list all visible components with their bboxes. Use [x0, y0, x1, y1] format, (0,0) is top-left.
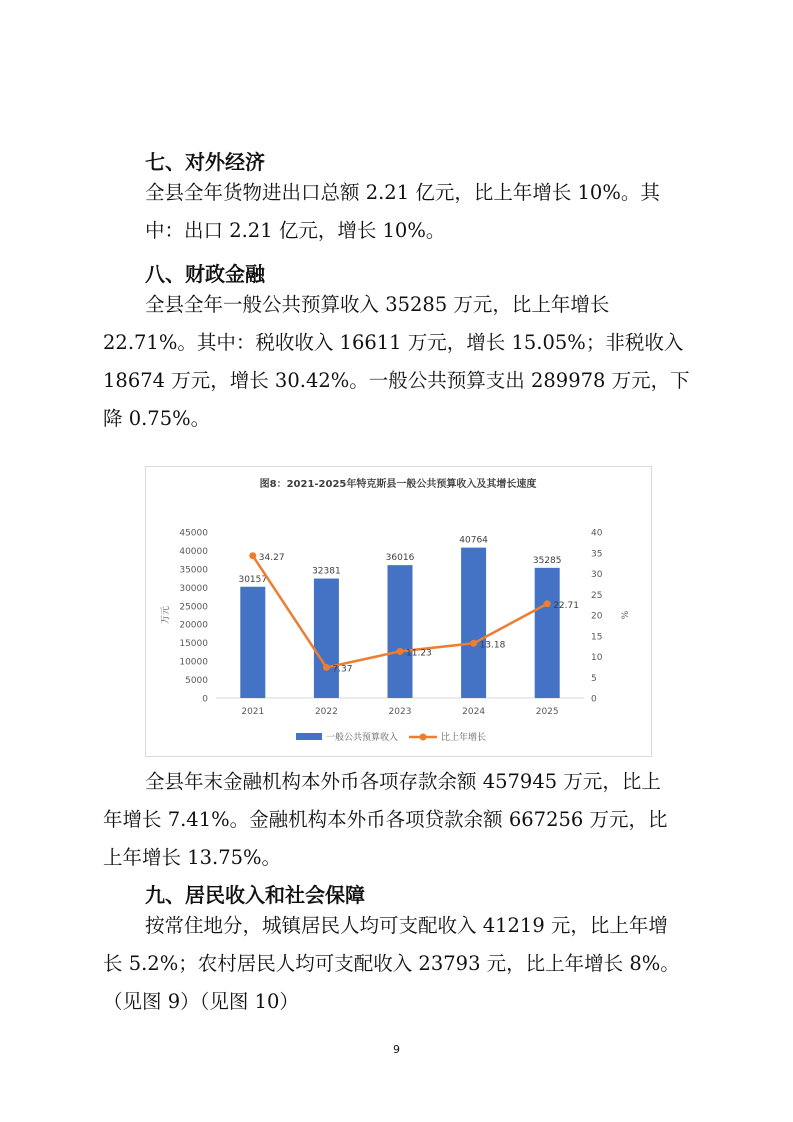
bar-2023 — [388, 565, 413, 698]
y2-tick-label: 25 — [591, 590, 603, 601]
text-line: 全县年末金融机构本外币各项存款余额 457945 万元，比上 — [145, 770, 661, 793]
section-heading-foreign-economy: 七、对外经济 — [145, 150, 265, 174]
section-heading-income-social-security: 九、居民收入和社会保障 — [145, 883, 365, 907]
bar-2025 — [535, 568, 560, 698]
bar-data-label: 36016 — [385, 553, 415, 564]
y-tick-label: 5000 — [185, 676, 208, 687]
text-line: 长 5.2%；农村居民人均可支配收入 23793 元，比上年增长 8%。 — [103, 952, 680, 975]
y2-tick-label: 40 — [591, 528, 603, 539]
line-data-label: 13.18 — [479, 640, 506, 651]
legend-bar-label: 一般公共预算收入 — [326, 733, 399, 743]
text-line: 22.71%。其中：税收收入 16611 万元，增长 15.05%；非税收入 — [103, 331, 684, 354]
x-tick-label: 2025 — [535, 707, 559, 717]
y-tick-label: 15000 — [179, 639, 208, 650]
text-line: 年增长 7.41%。金融机构本外币各项贷款余额 667256 万元，比 — [103, 808, 668, 831]
paragraph-foreign-economy — [145, 174, 700, 250]
chart-title: 图8：2021-2025年特克斯县一般公共预算收入及其增长速度 — [259, 479, 537, 490]
bar-data-label: 30157 — [238, 574, 268, 585]
x-tick-label: 2022 — [314, 707, 338, 717]
y2-tick-label: 30 — [591, 570, 603, 580]
paragraph-budget-revenue — [103, 286, 700, 438]
budget-revenue-chart — [146, 467, 651, 756]
bar-2022 — [314, 579, 339, 698]
line-data-label: 22.71 — [553, 600, 579, 611]
y2-tick-label: 5 — [591, 673, 597, 684]
y-tick-label: 40000 — [179, 546, 208, 557]
page-number: 9 — [393, 1043, 400, 1056]
bar-data-label: 35285 — [532, 555, 562, 566]
y-tick-label: 45000 — [179, 528, 208, 539]
x-tick-label: 2021 — [241, 707, 265, 717]
y-tick-label: 0 — [202, 694, 208, 705]
text-line: 全县全年一般公共预算收入 35285 万元，比上年增长 — [145, 293, 610, 316]
text-line: 上年增长 13.75%。 — [103, 846, 282, 869]
bar-data-label: 40764 — [459, 535, 488, 546]
text-line: 18674 万元，增长 30.42%。一般公共预算支出 289978 万元，下 — [103, 369, 690, 392]
line-data-label: 11.23 — [406, 648, 432, 659]
legend-line-marker — [420, 734, 427, 741]
text-line: （见图 9）（见图 10） — [103, 990, 299, 1013]
text-line: 中：出口 2.21 亿元，增长 10%。 — [145, 219, 446, 242]
y-tick-label: 10000 — [179, 657, 208, 668]
paragraph-resident-income — [103, 907, 700, 1021]
y-tick-label: 30000 — [179, 583, 208, 594]
y-tick-label: 20000 — [179, 620, 208, 631]
bar-2021 — [240, 587, 265, 698]
y2-tick-label: 15 — [591, 632, 603, 643]
y2-tick-label: 35 — [591, 549, 603, 560]
x-tick-label: 2023 — [388, 707, 412, 717]
line-data-label: 7.37 — [332, 664, 353, 675]
legend-bar-swatch — [296, 733, 322, 740]
growth-point-2021 — [249, 552, 256, 559]
bar-data-label: 32381 — [312, 566, 341, 577]
growth-point-2022 — [323, 664, 330, 671]
y-tick-label: 25000 — [179, 602, 208, 613]
y2-tick-label: 20 — [591, 611, 603, 622]
text-line: 降 0.75%。 — [103, 407, 211, 430]
bar-2024 — [461, 548, 486, 698]
y2-axis-label: % — [621, 610, 631, 620]
growth-point-2024 — [470, 640, 477, 647]
y2-tick-label: 0 — [591, 694, 597, 705]
y-tick-label: 35000 — [179, 565, 208, 576]
x-tick-label: 2024 — [462, 707, 486, 717]
y-axis-label: 万元 — [161, 605, 171, 625]
growth-point-2025 — [544, 600, 551, 607]
paragraph-deposits-loans — [103, 763, 700, 877]
text-line: 按常住地分，城镇居民人均可支配收入 41219 元，比上年增 — [145, 914, 668, 937]
y2-tick-label: 10 — [591, 653, 603, 663]
line-data-label: 34.27 — [258, 552, 285, 563]
chart-figure-8 — [145, 466, 652, 757]
legend-line-label: 比上年增长 — [441, 733, 487, 743]
text-line: 全县全年货物进出口总额 2.21 亿元，比上年增长 10%。其 — [145, 181, 660, 204]
growth-point-2023 — [397, 648, 404, 655]
section-heading-finance: 八、财政金融 — [145, 262, 265, 286]
